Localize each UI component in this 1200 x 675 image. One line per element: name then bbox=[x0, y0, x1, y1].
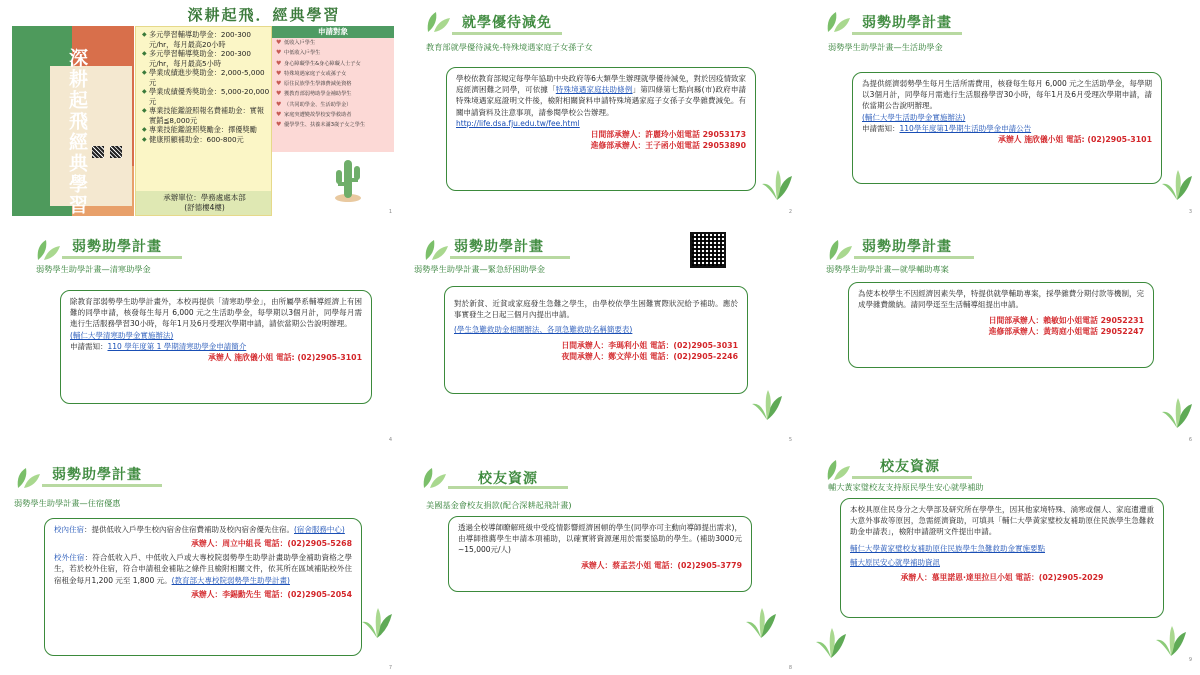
aid-regulation-link[interactable]: 輔仁大學黃家璧校友補助原住民族學生急難救助金實施要點 bbox=[850, 543, 1045, 553]
poster-image bbox=[12, 26, 134, 216]
organizer-unit: 承辦單位：學務處處本部 bbox=[163, 193, 246, 202]
slide-subtitle: 弱勢學生助學計畫—住宿優惠 bbox=[14, 498, 121, 508]
poster-title: 深耕起飛經典學習 bbox=[66, 48, 88, 216]
header-bar bbox=[62, 256, 182, 259]
organizer bbox=[136, 193, 273, 213]
on-campus-label: 校內住宿 bbox=[54, 525, 84, 534]
leaf-icon bbox=[34, 238, 62, 262]
slide-title: 校友資源 bbox=[880, 459, 940, 475]
card-body: 為使本校學生不因經濟因素失學，特提供就學輔助專案，採學雜費分期付款等機制，完成學雜費繳納。請同學逕至生活輔導組提出申請。 bbox=[858, 289, 1144, 310]
regulation-link[interactable]: (學生急難救助金相關辦法、各項急難救助名稱簡要表) bbox=[454, 325, 633, 335]
leaf-icon bbox=[824, 10, 852, 34]
header-bar bbox=[452, 32, 562, 35]
content-card bbox=[446, 67, 756, 191]
leaf-icon bbox=[422, 238, 450, 262]
content-card bbox=[448, 516, 752, 592]
cactus-icon bbox=[334, 152, 362, 202]
benefits-panel bbox=[135, 26, 272, 216]
slide-subtitle: 弱勢學生助學計畫—緊急紓困助學金 bbox=[414, 264, 546, 274]
on-campus-text: 校內住宿：提供低收入戶學生校內宿舍住宿費補助及校內宿舍優先住宿。(宿舍服務中心) bbox=[54, 525, 345, 534]
qr-code-icon bbox=[110, 146, 122, 158]
contact: 承辦人 施欣儀小姐 電話: (02)2905-3101 bbox=[208, 353, 362, 363]
contact-day: 日間部承辦人：賴敏如小姐電話 29052231 bbox=[988, 316, 1144, 326]
leaf-icon bbox=[824, 458, 852, 482]
off-campus-text: 校外住宿：符合低收入戶、中低收入戶或大專校院弱勢學生助學計畫助學金補助資格之學生，若於校外住宿，符合申請租金補貼之條件且檢附相關文件，依其所在區域補貼校外住宿租金每月1,200 元至 1,800 元。(教育部大專校院弱勢學生助學計畫) bbox=[54, 553, 353, 585]
slide-6[interactable] bbox=[804, 230, 1196, 445]
eligibility-item: ♥ 優學學生、扶養未滿3歲子女之學生 bbox=[272, 120, 394, 130]
eligibility-item: ♥ 特殊境遇家庭子女或孫子女 bbox=[272, 69, 394, 79]
eligibility-item: ♥ 家庭突遭變故學校安學救助者 bbox=[272, 110, 394, 120]
slide-subtitle: 弱勢學生助學計畫—就學輔助專案 bbox=[826, 264, 949, 274]
eligibility-item: ♥ 中低收入戶學生 bbox=[272, 48, 394, 58]
slide-number: 9 bbox=[1188, 657, 1192, 663]
content-card bbox=[852, 72, 1162, 184]
contact-day: 日間部承辦人：許麗玲小姐電話 29053173 bbox=[590, 130, 746, 140]
content-card bbox=[444, 286, 748, 394]
slide-title: 弱勢助學計畫 bbox=[862, 15, 952, 31]
contact-evening: 進修部承辦人：黃筠庭小姐電話 29052247 bbox=[988, 327, 1144, 337]
card-body: 為提供經濟弱勢學生每月生活所需費用，核發每生每月 6,000 元之生活助學金，每學期以3個月計，同學每月需進行生活服務學習30小時，每年1月及6月受理次學期申請，請依當期公告說明辦理。 bbox=[862, 79, 1152, 111]
benefit-item: ◆ 專業技能鑑證照報名費補助金：實報實銷≦8,000元 bbox=[136, 106, 271, 125]
plant-icon bbox=[760, 170, 794, 200]
leaf-icon bbox=[424, 10, 452, 34]
contact: 承辦人：慕里諾恩·達里拉旦小姐 電話：(02)2905-2029 bbox=[900, 573, 1104, 583]
slide-title: 弱勢助學計畫 bbox=[862, 239, 952, 255]
header-bar bbox=[450, 256, 570, 259]
content-card bbox=[848, 282, 1154, 368]
slide-1[interactable] bbox=[4, 2, 396, 217]
eligibility-panel bbox=[272, 26, 394, 152]
slide-5[interactable] bbox=[404, 230, 796, 445]
plant-icon bbox=[360, 608, 394, 638]
benefit-item: ◆ 專業技能鑑證照獎勵金：擇優獎勵 bbox=[136, 125, 271, 135]
benefit-item: ◆ 學業成績優秀獎助金：5,000-20,000元 bbox=[136, 87, 271, 106]
card-body: 透過全校導師瞭解班級中受疫情影響經濟困頓的學生(同學亦可主動向導師提出需求)，由導師推薦學生申請本項補助，以確實將資源運用於需要協助的學生。(補助3000元~15,000元/人) bbox=[458, 523, 742, 555]
content-card bbox=[60, 290, 372, 404]
slide-4[interactable] bbox=[4, 230, 396, 445]
regulation-link[interactable]: (輔仁大學生活助學金實施辦法) bbox=[862, 112, 966, 122]
slide-title: 弱勢助學計畫 bbox=[454, 239, 544, 255]
slide-number: 8 bbox=[788, 665, 792, 671]
slide-7[interactable] bbox=[4, 458, 396, 673]
announcement-link[interactable]: 110 學年度第 1 學期清寒助學金申請簡介 bbox=[107, 341, 247, 351]
slide-title: 就學優待減免 bbox=[462, 15, 552, 31]
aid-info-link[interactable]: 輔大原民安心就學補助資訊 bbox=[850, 557, 940, 567]
slide-number: 1 bbox=[388, 209, 392, 215]
plant-icon bbox=[750, 390, 784, 420]
organizer-location: (舒德樓4樓) bbox=[184, 203, 225, 212]
slide-title: 弱勢助學計畫 bbox=[52, 467, 142, 483]
slide-number: 7 bbox=[388, 665, 392, 671]
card-body: 學校依教育部規定每學年協助中央政府等6大類學生辦理就學優待減免，對於因疫情致家庭經濟困難之同學，可依據「特殊境遇家庭扶助條例」第四條第七點向縣(市)政府申請特殊境遇家庭證明文件後，檢附相關資料申請特殊境遇家庭子女孫子女學雜費減免。有關申請資料及注意事項，請參閱學校公告辦理。 bbox=[456, 74, 747, 117]
card-body: 除教育部弱勢學生助學計畫外，本校再提供「清寒助學金」，由所屬學系輔導經濟上有困難的同學申請，核發每生每月 6,000 元之生活助學金，每學期以3個月計，同學每月需進行生活服務學習30小時，每年1月及6月受理次學期申請，請依當期公告說明辦理。 bbox=[70, 297, 362, 329]
header-bar bbox=[854, 256, 974, 259]
card-body: 本校具原住民身分之大學部及研究所在學學生，因其他家境特殊、淌寒或個人、家庭遺遭重大意外事故等原因，急需經濟資助，可填具「輔仁大學黃家璧校友補助原住民族學生急難救助金申請表」，檢附申請證明文件提出申請。 bbox=[850, 505, 1154, 537]
eligibility-item: ♥ 身心障礙學生&身心障礙人士子女 bbox=[272, 59, 394, 69]
slide-subtitle: 弱勢學生助學計畫—生活助學金 bbox=[828, 42, 943, 52]
plant-icon bbox=[1160, 170, 1194, 200]
eligibility-item: ♥ 原住民族學生學雜費減免資格 bbox=[272, 79, 394, 89]
leaf-icon bbox=[14, 466, 42, 490]
slide-number: 6 bbox=[1188, 437, 1192, 443]
slide-title: 深耕起飛．經典學習 bbox=[187, 6, 341, 24]
slide-9[interactable] bbox=[804, 450, 1196, 665]
contact-on-campus: 承辦人：周立中組長 電話：(02)2905-5268 bbox=[191, 539, 352, 549]
header-bar bbox=[42, 484, 162, 487]
header-bar bbox=[852, 32, 962, 35]
benefit-item: ◆ 健康照顧補助金：600-800元 bbox=[136, 135, 271, 145]
announcement-link[interactable]: 110學年度第1學期生活助學金申請公告 bbox=[899, 123, 1032, 133]
contact: 承辦人 施欣儀小姐 電話: (02)2905-3101 bbox=[998, 135, 1152, 145]
slide-title: 校友資源 bbox=[478, 471, 538, 487]
notice-label: 申請需知： bbox=[862, 123, 900, 133]
eligibility-item: ♥ 低收入戶學生 bbox=[272, 38, 394, 48]
qr-code-icon[interactable] bbox=[690, 232, 726, 268]
slide-number: 2 bbox=[788, 209, 792, 215]
slide-number: 3 bbox=[1188, 209, 1192, 215]
benefit-item: ◆ 學業成績進步獎助金：2,000-5,000元 bbox=[136, 68, 271, 87]
card-body: 對於新貧、近貧或家庭發生急難之學生，由學校依學生困難實際狀況給予補助。應於事實發生之日起三個月內提出申請。 bbox=[454, 299, 738, 320]
eligibility-item: ♥ （共同助學金、生活助學金） bbox=[272, 100, 394, 110]
slide-subtitle: 輔大黃家璧校友支持原民學生安心就學補助 bbox=[828, 482, 984, 492]
slide-number: 5 bbox=[788, 437, 792, 443]
off-campus-label: 校外住宿 bbox=[54, 553, 85, 563]
slide-8[interactable] bbox=[404, 458, 796, 673]
slide-2[interactable] bbox=[404, 2, 796, 217]
slide-title: 弱勢助學計畫 bbox=[72, 239, 162, 255]
qr-code-icon bbox=[92, 146, 104, 158]
eligibility-item: ♥ 獲教育部弱勢助學金補助學生 bbox=[272, 89, 394, 99]
leaf-icon bbox=[420, 466, 448, 490]
benefit-item: ◆ 多元學習輔導獎助金：200-300元/hr，每月最高5小時 bbox=[136, 49, 271, 68]
regulation-link[interactable]: (輔仁大學清寒助學金實施辦法) bbox=[70, 330, 174, 340]
slide-subtitle: 弱勢學生助學計畫—清寒助學金 bbox=[36, 264, 151, 274]
eligibility-heading: 申請對象 bbox=[272, 26, 394, 38]
plant-icon bbox=[744, 608, 778, 638]
header-bar bbox=[852, 476, 972, 479]
content-card bbox=[840, 498, 1164, 618]
plant-icon bbox=[1160, 398, 1194, 428]
plant-icon bbox=[814, 628, 848, 658]
slide-number: 4 bbox=[388, 437, 392, 443]
dorm-service-link[interactable]: (宿舍服務中心) bbox=[294, 525, 345, 534]
benefit-item: ◆ 多元學習輔導助學金：200-300元/hr，每月最高20小時 bbox=[136, 30, 271, 49]
contact-evening: 進修部承辦人：王子函小姐電話 29053890 bbox=[590, 141, 746, 151]
regulation-link[interactable]: 特殊境遇家庭扶助條例 bbox=[555, 85, 633, 95]
contact-off-campus: 承辦人：李錫勳先生 電話：(02)2905-2054 bbox=[191, 589, 352, 599]
plant-icon bbox=[1154, 626, 1188, 656]
notice-label: 申請需知： bbox=[70, 341, 108, 351]
contact: 承辦人：蔡孟芸小姐 電話：(02)2905-3779 bbox=[581, 560, 742, 570]
slide-subtitle: 美國基金會校友捐款(配合深耕起飛計畫) bbox=[426, 500, 572, 510]
content-card bbox=[44, 518, 362, 656]
contact-day: 日間承辦人：李瑪利小姐 電話：(02)2905-3031 bbox=[561, 340, 738, 350]
contact-evening: 夜間承辦人：鄭文萍小姐 電話：(02)2905-2246 bbox=[561, 351, 738, 361]
moe-program-link[interactable]: (教育部大專校院弱勢學生助學計畫) bbox=[171, 575, 290, 585]
leaf-icon bbox=[826, 238, 854, 262]
slide-3[interactable] bbox=[804, 2, 1196, 217]
slide-subtitle: 教育部就學優待減免-特殊境遇家庭子女孫子女 bbox=[426, 42, 593, 52]
fee-page-link[interactable]: http://life.dsa.fju.edu.tw/fee.html bbox=[456, 118, 580, 128]
